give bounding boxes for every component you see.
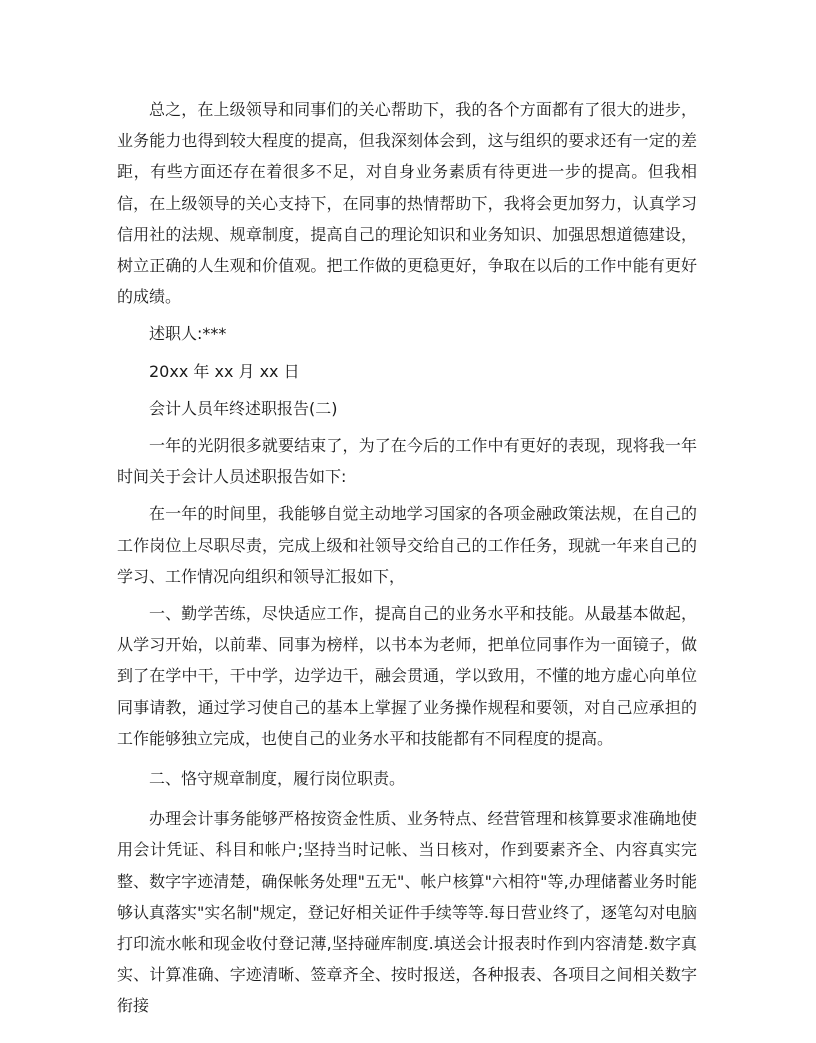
paragraph-rules-heading: 二、恪守规章制度，履行岗位职责。 <box>149 769 406 789</box>
signature-line: 述职人:*** <box>149 324 227 344</box>
date-line: 20xx 年 xx 月 xx 日 <box>149 361 300 381</box>
paragraph-summary: 总之，在上级领导和同事们的关心帮助下，我的各个方面都有了很大的进步，业务能力也得到较大程度的提高，但我深刻体会到，这与组织的要求还有一定的差距，有些方面还存在着很多不足，对自身业务素质有待更进一步的提高。但我相信，在上级领导的关心支持下，在同事的热情帮助下，我将会更加努力，认真学习信用社的法规、规章制度，提高自己的理论知识和业务知识、加强思想道德建设，树立正确的人生观和价值观。把工作做的更稳更好，争取在以后的工作中能有更好的成绩。 <box>117 100 697 307</box>
section-title: 会计人员年终述职报告(二) <box>149 398 338 418</box>
paragraph-intro: 一年的光阴很多就要结束了，为了在今后的工作中有更好的表现，现将我一年时间关于会计人员述职报告如下: <box>117 436 697 487</box>
paragraph-study: 一、勤学苦练，尽快适应工作，提高自己的业务水平和技能。从最基本做起，从学习开始，以前辈、同事为榜样，以书本为老师，把单位同事作为一面镜子，做到了在学中干，干中学，边学边干，融会贯通，学以致用，不懂的地方虚心向单位同事请教，通过学习使自己的基本上掌握了业务操作规程和要领，对自己应承担的工作能够独立完成，也使自己的业务水平和技能都有不同程度的提高。 <box>117 604 697 748</box>
paragraph-accounting-duties: 办理会计事务能够严格按资金性质、业务特点、经营管理和核算要求准确地使用会计凭证、科目和帐户;坚持当时记帐、当日核对，作到要素齐全、内容真实完整、数字字迹清楚，确保帐务处理"五无"、帐户核算"六相符"等,办理储蓄业务时能够认真落实"实名制"规定，登记好相关证件手续等等.每日营业终了，逐笔勾对电脑打印流水帐和现金收付登记薄,坚持碰库制度.填送会计报表时作到内容清楚.数字真实、计算准确、字迹清晰、签章齐全、按时报送，各种报表、各项目之间相关数字衔接 <box>117 809 697 1016</box>
document-body <box>117 94 697 1022</box>
paragraph-overview: 在一年的时间里，我能够自觉主动地学习国家的各项金融政策法规，在自己的工作岗位上尽职尽责，完成上级和社领导交给自己的工作任务，现就一年来自己的学习、工作情况向组织和领导汇报如下， <box>117 504 697 586</box>
